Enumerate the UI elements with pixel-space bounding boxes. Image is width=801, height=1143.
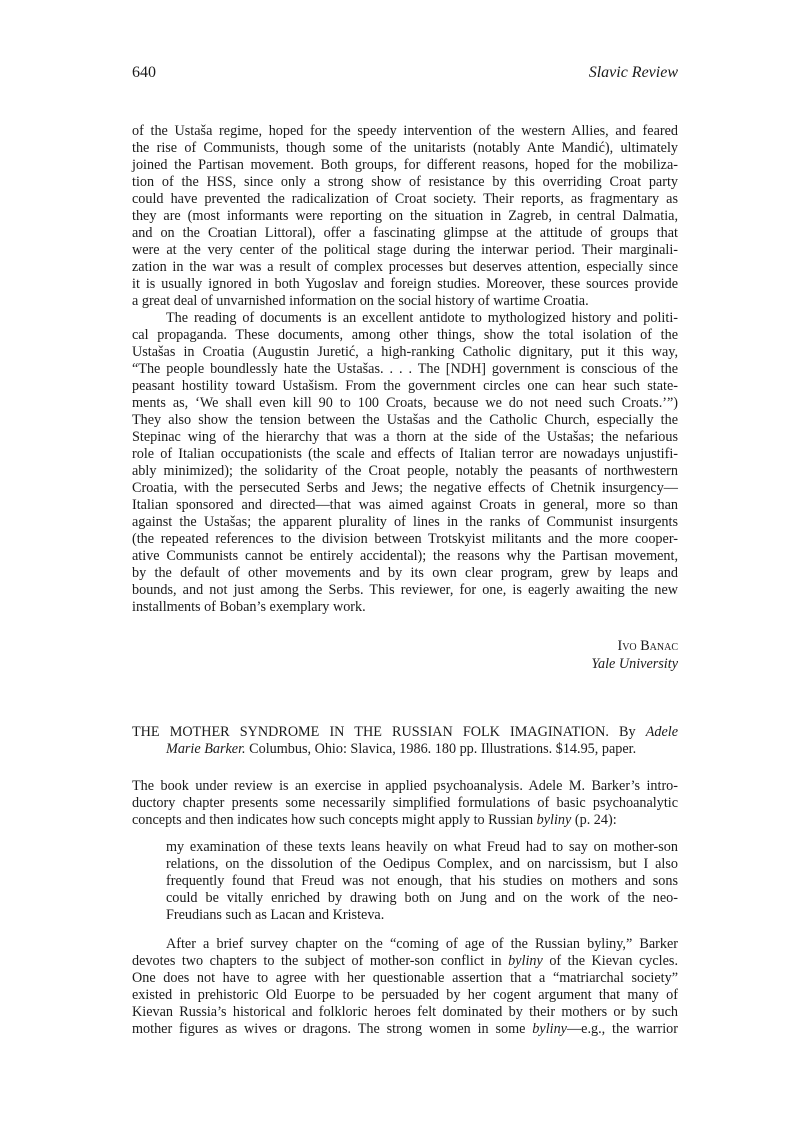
text-segment: concepts and then indicates how such concepts might apply to Russian (132, 812, 537, 828)
publication-info: Columbus, Ohio: Slavica, 1986. 180 pp. Illustrations. $14.95, paper. (249, 741, 637, 757)
text-line (166, 839, 678, 856)
paragraph (132, 936, 678, 1038)
text-line (132, 970, 678, 987)
text-line: ably minimized); the solidarity of the Croat people, notably the peasants of northwestern (132, 463, 678, 479)
text-line: were at the very center of the political stage during the interwar period. Their marginali- (132, 242, 678, 258)
text-segment: —e.g., the warrior (566, 1021, 678, 1037)
review-1-body (132, 123, 678, 616)
text-line (132, 795, 678, 812)
text-line: of the Ustaša regime, hoped for the speedy intervention of the western Allies, and feared (132, 123, 678, 139)
text-segment: of the Kievan cycles. (542, 953, 678, 969)
italic-term: byliny (508, 953, 543, 969)
book-title: THE MOTHER SYNDROME IN THE RUSSIAN FOLK IMAGINATION. (132, 724, 609, 740)
text-line: Ustašas in Croatia (Augustin Juretić, a high-ranking Catholic dignitary, put it this way, (132, 344, 678, 360)
text-line: by the default of other movements and by its own clear program, grew by leaps and (132, 565, 678, 581)
page-number: 640 (132, 64, 156, 81)
text-line: They also show the tension between the Ustašas and the Catholic Church, especially the (132, 412, 678, 428)
text-segment: ductory chapter presents some necessarily simplified formulations of basic psychoanalytic (132, 795, 678, 811)
text-line (132, 778, 678, 795)
text-line: they are (most informants were reporting on the situation in Zagreb, in central Dalmatia, (132, 208, 678, 224)
text-segment: existed in prehistoric Old Euorpe to be persuaded by her cogent argument that many of (132, 987, 678, 1003)
text-line: it is usually ignored in both Yugoslav and foreign studies. Moreover, these sources provide (132, 276, 678, 292)
text-line (166, 856, 678, 873)
text-line: and on the Croatian Littoral), offer a fascinating glimpse at the attitude of groups that (132, 225, 678, 241)
text-line: could have prevented the radicalization of Croat society. Their reports, as fragmentary as (132, 191, 678, 207)
citation-line-1 (132, 724, 678, 741)
reviewer-name: Ivo Banac (617, 638, 678, 654)
text-line: The reading of documents is an excellent antidote to mythologized history and politi- (166, 310, 678, 326)
text-line: Stepinac wing of the hierarchy that was a thorn at the side of the Ustašas; the nefarious (132, 429, 678, 445)
text-line (132, 1021, 678, 1038)
text-line (132, 953, 678, 970)
author-first: Adele (645, 724, 679, 740)
paragraph (132, 310, 678, 616)
reviewer-signature (591, 637, 678, 673)
journal-name: Slavic Review (588, 64, 678, 81)
italic-term: byliny (536, 812, 572, 828)
text-segment: my examination of these texts leans heavily on what Freud had to say on mother-son (166, 839, 678, 855)
text-line: ative Communists cannot be entirely accidental); the reasons why the Partisan movement, (132, 548, 678, 564)
text-segment: Freudians such as Lacan and Kristeva. (166, 907, 385, 923)
text-segment: frequently found that Freud was not enough, that his studies on mothers and sons (166, 873, 678, 889)
text-line: zation in the war was a result of complex processes but deserves attention, especially since (132, 259, 678, 275)
text-line: Croatia, with the persecuted Serbs and Jews; the negative effects of Chetnik insurgency— (132, 480, 678, 496)
by-label: By (619, 724, 636, 740)
text-segment: Kievan Russia’s historical and folkloric heroes felt dominated by their mothers or by such (132, 1004, 678, 1020)
text-line: ments as, ‘We shall even kill 90 to 100 Croats, because we do not need such Croats.’”) (132, 395, 678, 411)
text-line: “The people boundlessly hate the Ustašas. . . . The [NDH] government is conscious of the (132, 361, 678, 377)
text-line: role of Italian occupationists (the scale and effects of Italian terror are nowadays unjustifi- (132, 446, 678, 462)
block-quote (166, 839, 678, 924)
text-segment: The book under review is an exercise in applied psychoanalysis. Adele M. Barker’s intro- (132, 778, 678, 794)
text-line: joined the Partisan movement. Both groups, for different reasons, hoped for the mobiliza- (132, 157, 678, 173)
text-line: (the repeated references to the division between Trotskyist militants and the more cooper- (132, 531, 678, 547)
text-segment: mother figures as wives or dragons. The strong women in some (132, 1021, 533, 1037)
text-line (166, 890, 678, 907)
text-line (132, 987, 678, 1004)
text-segment: could be vitally enriched by drawing both on Jung and on the work of the neo- (166, 890, 678, 906)
text-segment: After a brief survey chapter on the “coming of age of the Russian byliny,” Barker (166, 936, 678, 952)
reviewer-affiliation: Yale University (591, 656, 678, 672)
text-line: Italian sponsored and directed—that was aimed against Croats in general, more so than (132, 497, 678, 513)
text-line: installments of Boban’s exemplary work. (132, 599, 366, 615)
text-segment: One does not have to agree with her questionable assertion that a “matriarchal society” (132, 970, 678, 986)
citation-line-2 (132, 741, 678, 758)
text-line: a great deal of unvarnished information on the social history of wartime Croatia. (132, 293, 589, 309)
text-segment: (p. 24): (571, 812, 617, 828)
text-line (132, 936, 678, 953)
text-line (132, 812, 678, 829)
text-segment: relations, on the dissolution of the Oedipus Complex, and on narcissism, but I also (166, 856, 678, 872)
text-line: cal propaganda. These documents, among other things, show the total isolation of the (132, 327, 678, 343)
text-line (166, 873, 678, 890)
text-line: peasant hostility toward Ustašism. From the government circles one can hear such state- (132, 378, 678, 394)
author-rest: Marie Barker. (166, 741, 246, 757)
text-line: against the Ustašas; the apparent plurality of lines in the ranks of Communist insurgents (132, 514, 678, 530)
text-segment: devotes two chapters to the subject of mother-son conflict in (132, 953, 509, 969)
text-line: tion of the HSS, since only a strong show of resistance by this overriding Croat party (132, 174, 678, 190)
text-line: bounds, and not just among the Serbs. This reviewer, for one, is eagerly awaiting the new (132, 582, 678, 598)
paragraph (132, 778, 678, 829)
text-line (132, 1004, 678, 1021)
book-citation (132, 724, 678, 758)
italic-term: byliny (532, 1021, 567, 1037)
text-line: the rise of Communists, though some of the unitarists (notably Ante Mandić), ultimately (132, 140, 678, 156)
text-line (166, 907, 678, 924)
paragraph (132, 123, 678, 310)
